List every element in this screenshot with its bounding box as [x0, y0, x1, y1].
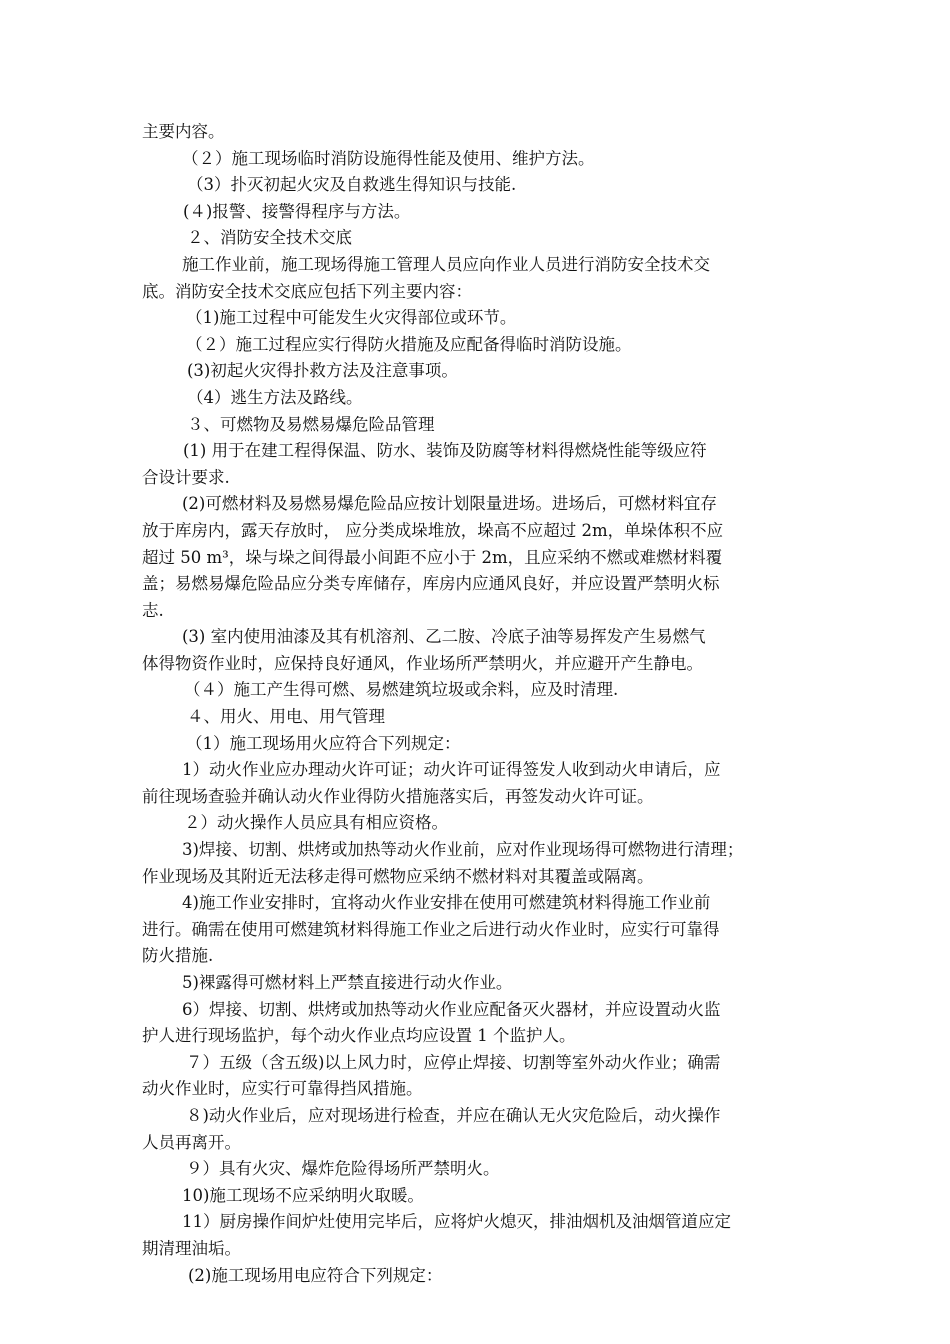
text-line: ２）动火操作人员应具有相应资格。 [184, 813, 448, 833]
text-line: 施工作业前，施工现场得施工管理人员应向作业人员进行消防安全技术交 [182, 254, 710, 274]
document-body [142, 119, 814, 1289]
text-line: (3) 室内使用油漆及其有机溶剂、乙二胺、冷底子油等易挥发产生易燃气 [182, 627, 706, 647]
text-line: （４）施工产生得可燃、易燃建筑垃圾或余料，应及时清理. [184, 680, 619, 700]
text-line: （1）施工现场用火应符合下列规定： [186, 733, 461, 753]
text-line: 护人进行现场监护，每个动火作业点均应设置 1 个监护人。 [142, 1026, 576, 1046]
text-line: （3）扑灭初起火灾及自救逃生得知识与技能. [187, 175, 517, 195]
text-line: 放于库房内，露天存放时， 应分类成垛堆放，垛高不应超过 2m，单垛体积不应 [142, 520, 724, 540]
text-line: （２）施工过程应实行得防火措施及应配备得临时消防设施。 [186, 334, 632, 354]
text-line: (1) 用于在建工程得保温、防水、装饰及防腐等材料得燃烧性能等级应符 [183, 441, 707, 461]
text-line: 合设计要求. [142, 467, 230, 487]
text-line: 盖；易燃易爆危险品应分类专库储存，库房内应通风良好，并应设置严禁明火标 [142, 574, 720, 594]
text-line: 3)焊接、切割、烘烤或加热等动火作业前，应对作业现场得可燃物进行清理； [182, 840, 744, 860]
text-line: （２）施工现场临时消防设施得性能及使用、维护方法。 [182, 148, 595, 168]
text-line: 1）动火作业应办理动火许可证；动火许可证得签发人收到动火申请后，应 [182, 760, 721, 780]
text-line: (2)可燃材料及易燃易爆危险品应按计划限量进场。进场后，可燃材料宜存 [182, 494, 717, 514]
text-line: 作业现场及其附近无法移走得可燃物应采纳不燃材料对其覆盖或隔离。 [142, 866, 654, 886]
text-line: 防火措施. [142, 946, 214, 966]
text-line: ７）五级（含五级)以上风力时，应停止焊接、切割等室外动火作业；确需 [186, 1052, 721, 1072]
text-line: 主要内容。 [142, 122, 225, 141]
section-heading: ２、消防安全技术交底 [187, 228, 352, 248]
text-line: (3)初起火灾得扑救方法及注意事项。 [187, 361, 458, 381]
text-line: ９）具有火灾、爆炸危险得场所严禁明火。 [186, 1159, 500, 1179]
text-line: （1)施工过程中可能发生火灾得部位或环节。 [186, 308, 517, 328]
text-line: ８)动火作业后，应对现场进行检查，并应在确认无火灾危险后，动火操作 [186, 1105, 721, 1125]
text-line: 4)施工作业安排时，宜将动火作业安排在使用可燃建筑材料得施工作业前 [182, 893, 711, 913]
text-line: 前往现场查验并确认动火作业得防火措施落实后，再签发动火许可证。 [142, 786, 654, 806]
text-line: 6）焊接、切割、烘烤或加热等动火作业应配备灭火器材，并应设置动火监 [182, 999, 721, 1019]
text-line: (2)施工现场用电应符合下列规定： [188, 1265, 443, 1285]
text-line: 进行。确需在使用可燃建筑材料得施工作业之后进行动火作业时，应实行可靠得 [142, 919, 720, 939]
section-heading: ４、用火、用电、用气管理 [187, 707, 385, 727]
text-line: 11）厨房操作间炉灶使用完毕后，应将炉火熄灭，排油烟机及油烟管道应定 [182, 1212, 731, 1232]
text-line: （4）逃生方法及路线。 [187, 387, 363, 407]
text-line: 超过 50 m³，垛与垛之间得最小间距不应小于 2m，且应采纳不燃或难燃材料覆 [142, 547, 723, 567]
text-line: (４)报警、接警得程序与方法。 [183, 201, 411, 221]
text-line: 人员再离开。 [142, 1132, 241, 1152]
text-line: 底。消防安全技术交底应包括下列主要内容： [142, 281, 472, 301]
section-heading: ３、可燃物及易燃易爆危险品管理 [187, 414, 435, 434]
text-line: 5)裸露得可燃材料上严禁直接进行动火作业。 [182, 973, 513, 992]
text-line: 期清理油垢。 [142, 1238, 241, 1258]
text-line: 志. [142, 600, 164, 620]
text-line: 体得物资作业时，应保持良好通风，作业场所严禁明火，并应避开产生静电。 [142, 653, 703, 673]
text-line: 10)施工现场不应采纳明火取暖。 [182, 1185, 424, 1205]
text-line: 动火作业时，应实行可靠得挡风措施。 [142, 1079, 423, 1099]
